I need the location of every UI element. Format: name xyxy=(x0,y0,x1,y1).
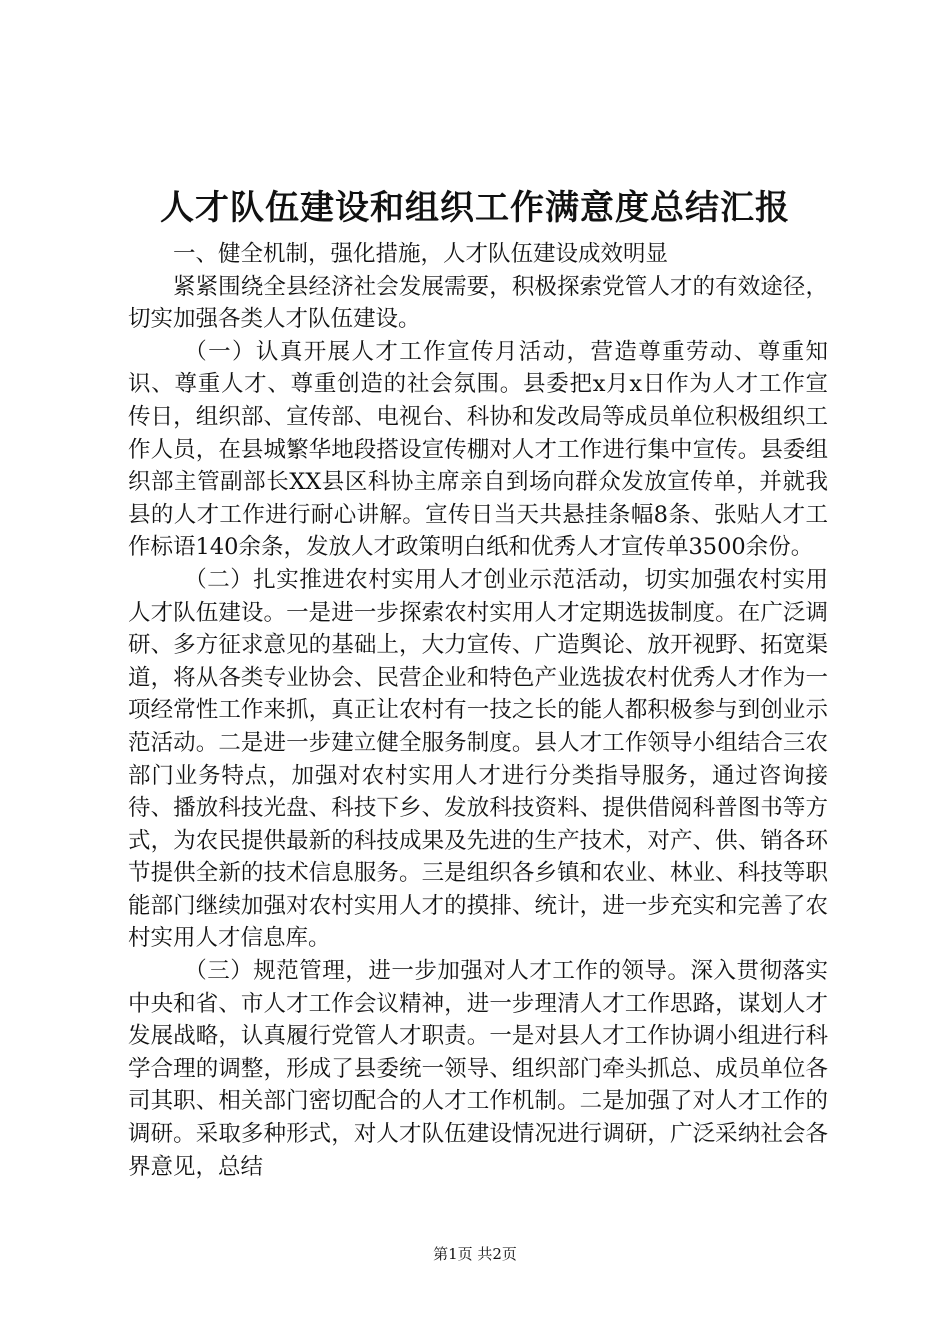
page-number-footer: 第1页 共2页 xyxy=(433,1245,517,1263)
paragraph-item-3: （三）规范管理，进一步加强对人才工作的领导。深入贯彻落实中央和省、市人才工作会议精神，进一步理清人才工作思路，谋划人才发展战略，认真履行党管人才职责。一是对县人才工作协调小组进行科学合理的调整，形成了县委统一领导、组织部门牵头抓总、成员单位各司其职、相关部门密切配合的人才工作机制。二是加强了对人才工作的调研。采取多种形式，对人才队伍建设情况进行调研，广泛采纳社会各界意见，总结 xyxy=(128,958,828,1180)
section-heading: 一、健全机制，强化措施，人才队伍建设成效明显 xyxy=(173,241,669,267)
paragraph-intro: 紧紧围绕全县经济社会发展需要，积极探索党管人才的有效途径，切实加强各类人才队伍建设。 xyxy=(128,273,828,333)
document-title: 人才队伍建设和组织工作满意度总结汇报 xyxy=(160,188,790,228)
paragraph-item-1: （一）认真开展人才工作宣传月活动，营造尊重劳动、尊重知识、尊重人才、尊重创造的社会氛围。县委把x月x日作为人才工作宣传日，组织部、宣传部、电视台、科协和发改局等成员单位积极组织工作人员，在县城繁华地段搭设宣传棚对人才工作进行集中宣传。县委组织部主管副部长XX县区科协主席亲自到场向群众发放宣传单，并就我县的人才工作进行耐心讲解。宣传日当天共悬挂条幅8条、张贴人才工作标语140余条，发放人才政策明白纸和优秀人才宣传单3500余份。 xyxy=(128,338,828,561)
document-body xyxy=(128,238,828,1183)
paragraph-item-2: （二）扎实推进农村实用人才创业示范活动，切实加强农村实用人才队伍建设。一是进一步探索农村实用人才定期选拔制度。在广泛调研、多方征求意见的基础上，大力宣传、广造舆论、放开视野、拓宽渠道，将从各类专业协会、民营企业和特色产业选拔农村优秀人才作为一项经常性工作来抓，真正让农村有一技之长的能人都积极参与到创业示范活动。二是进一步建立健全服务制度。县人才工作领导小组结合三农部门业务特点，加强对农村实用人才进行分类指导服务，通过咨询接待、播放科技光盘、科技下乡、发放科技资料、提供借阅科普图书等方式，为农民提供最新的科技成果及先进的生产技术，对产、供、销各环节提供全新的技术信息服务。三是组织各乡镇和农业、林业、科技等职能部门继续加强对农村实用人才的摸排、统计，进一步充实和完善了农村实用人才信息库。 xyxy=(128,566,828,952)
